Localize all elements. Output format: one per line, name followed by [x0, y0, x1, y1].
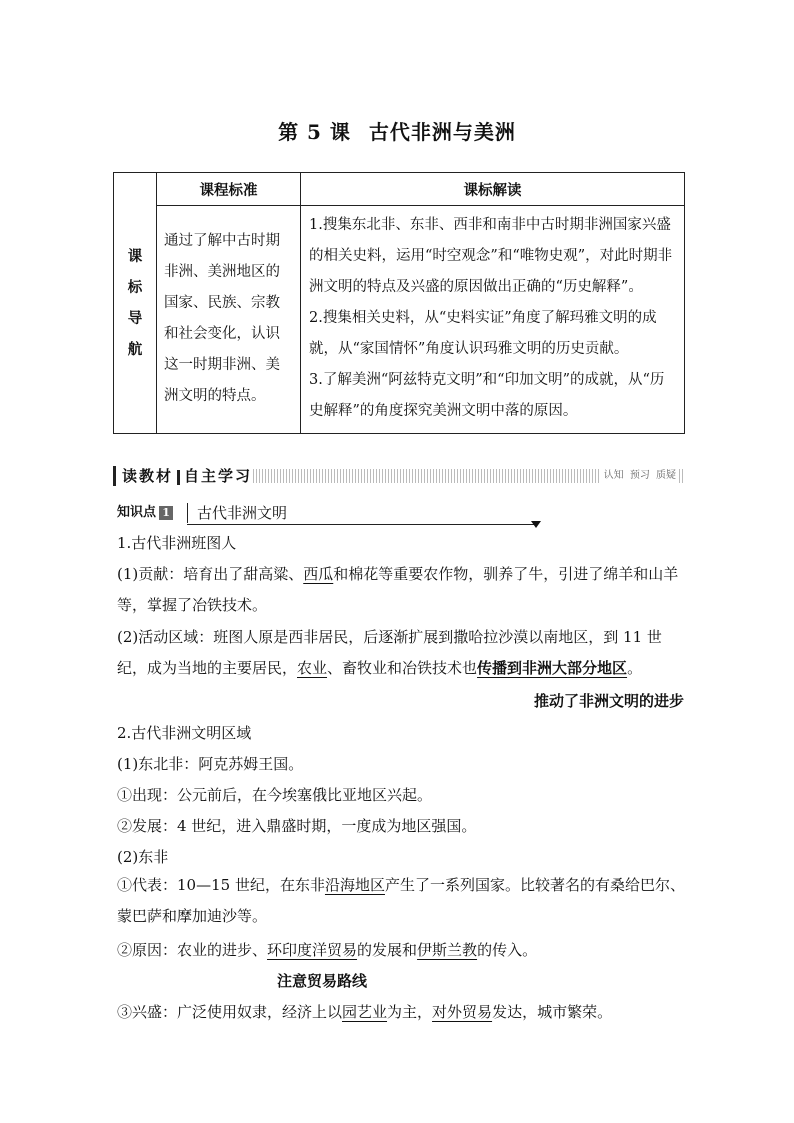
text-line: ①出现：公元前后，在今埃塞俄比亚地区兴起。	[117, 786, 433, 804]
underlined-term: 园艺业	[342, 1003, 388, 1021]
banner-title	[113, 466, 252, 486]
lesson-number: 第 5 课	[278, 120, 351, 144]
heading-bantu: 1.古代非洲班图人	[117, 534, 237, 552]
knowledge-point-header	[117, 503, 537, 525]
triangle-marker-icon	[531, 521, 541, 528]
standard-text: 通过了解中古时期非洲、美洲地区的国家、民族、宗教和社会变化，认识这一时期非洲、美洲文明的特点。	[157, 206, 301, 434]
underlined-term: 环印度洋贸易	[267, 941, 358, 959]
text-line: ②发展：4 世纪，进入鼎盛时期，一度成为地区强国。	[117, 817, 477, 835]
underlined-term: 对外贸易	[432, 1003, 493, 1021]
section-banner	[113, 466, 685, 486]
paragraph-activity-area: (2)活动区域：班图人原是西非居民，后逐渐扩展到撒哈拉沙漠以南地区，到 11 世纪，成为当地的主要居民，农业、畜牧业和冶铁技术也传播到非洲大部分地区。	[117, 628, 662, 677]
underlined-term: 伊斯兰教	[417, 941, 478, 959]
paragraph-prosperity: ③兴盛：广泛使用奴隶，经济上以园艺业为主，对外贸易发达，城市繁荣。	[117, 1003, 613, 1021]
course-guide-table	[113, 172, 685, 434]
side-char: 导	[127, 310, 143, 327]
side-char: 课	[127, 248, 143, 265]
knowledge-point-label: 知识点 1	[117, 503, 173, 523]
divider	[187, 524, 537, 525]
knowledge-point-number: 1	[159, 506, 173, 520]
interpretation-item: 1.搜集东北非、东非、西非和南非中古时期非洲国家兴盛的相关史料，运用“时空观念”和“唯物史观”，对此时期非洲文明的特点及兴盛的原因做出正确的“历史解释”。	[309, 217, 673, 295]
text-line: (1)东北非：阿克苏姆王国。	[117, 755, 304, 773]
underlined-term: 农业	[297, 659, 328, 677]
interpretation-cell	[301, 206, 685, 434]
paragraph-contribution: (1)贡献：培育出了甜高粱、西瓜和棉花等重要农作物，驯养了牛，引进了绵羊和山羊等，掌握了冶铁技术。	[117, 565, 679, 614]
annotation-note: 注意贸易路线	[277, 972, 368, 990]
paragraph-representatives: ①代表：10—15 世纪，在东非沿海地区产生了一系列国家。比较著名的有桑给巴尔、蒙巴萨和摩加迪沙等。	[117, 876, 685, 925]
side-label	[114, 173, 157, 434]
knowledge-point-title: 古代非洲文明	[187, 503, 287, 523]
side-char: 标	[127, 279, 143, 296]
heading-regions: 2.古代非洲文明区域	[117, 724, 252, 742]
lesson-name: 古代非洲与美洲	[368, 120, 516, 144]
header-standard: 课程标准	[157, 173, 301, 206]
banner-subtitle: 认知 预习 质疑	[601, 469, 679, 483]
paragraph-reasons: ②原因：农业的进步、环印度洋贸易的发展和伊斯兰教的传入。	[117, 941, 538, 959]
header-interpretation: 课标解读	[301, 173, 685, 206]
underlined-term: 传播到非洲大部分地区	[477, 659, 628, 677]
underlined-term: 沿海地区	[324, 876, 385, 894]
banner-title-part: 自主学习	[184, 467, 253, 485]
side-char: 航	[127, 341, 143, 358]
banner-title-part: 读教材	[122, 467, 174, 485]
underlined-term: 西瓜	[303, 565, 334, 583]
interpretation-item: 2.搜集相关史料，从“史料实证”角度了解玛雅文明的成就，从“家国情怀”角度认识玛雅文明的历史贡献。	[309, 310, 657, 357]
page-title	[0, 116, 794, 145]
annotation-note: 推动了非洲文明的进步	[533, 692, 684, 710]
text-line: (2)东非	[117, 848, 169, 866]
interpretation-item: 3.了解美洲“阿兹特克文明”和“印加文明”的成就，从“历史解释”的角度探究美洲文明中落的原因。	[309, 372, 665, 419]
